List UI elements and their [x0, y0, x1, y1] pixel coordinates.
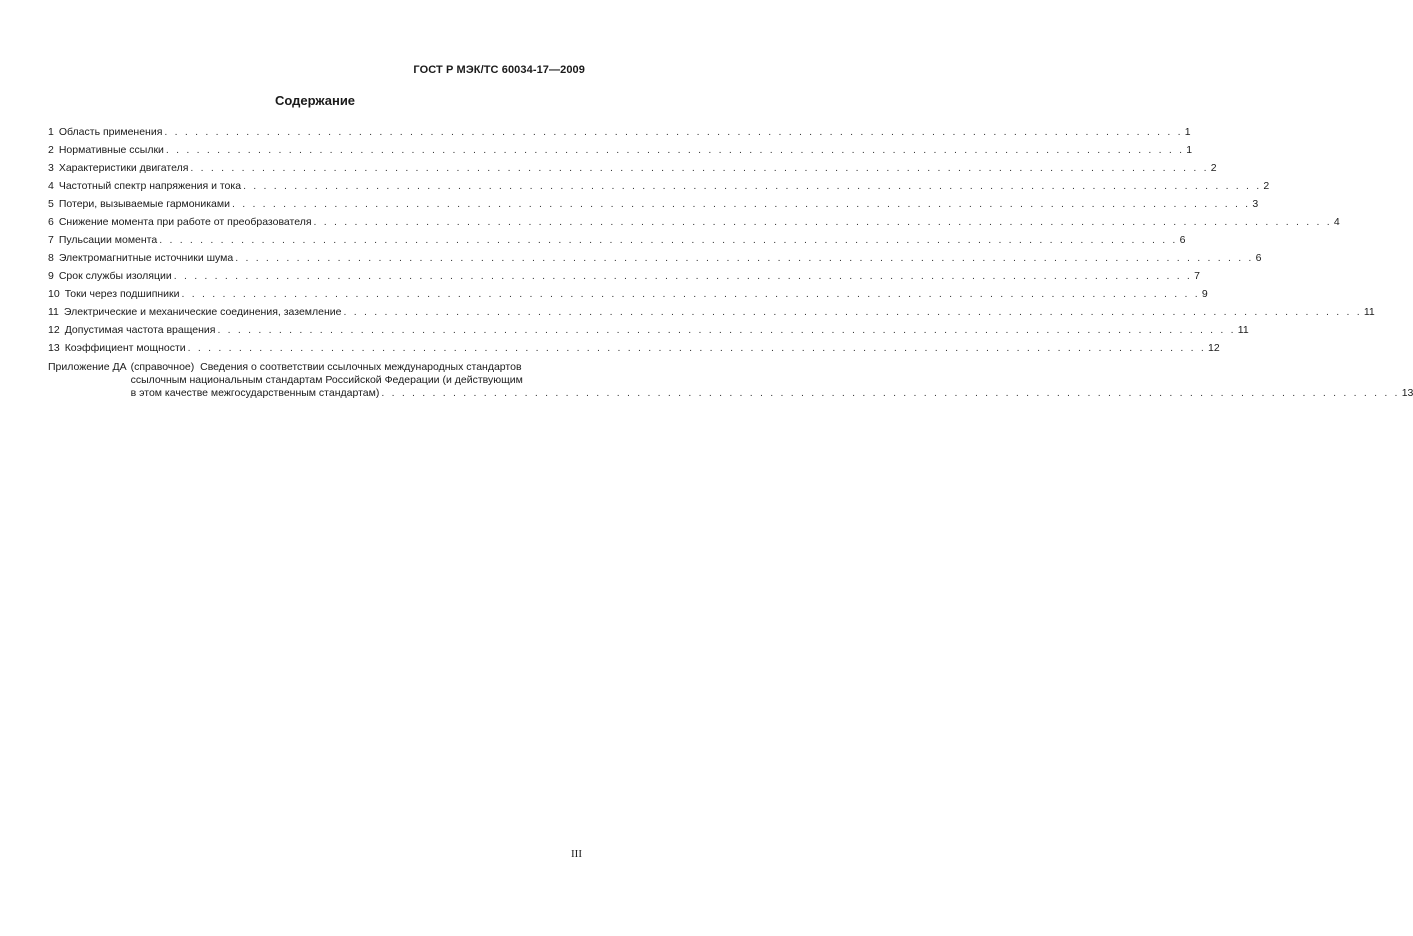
table-of-contents: [48, 126, 1413, 400]
annex-last-line: [131, 387, 1413, 400]
toc-item-page: 11: [1237, 324, 1249, 336]
toc-item-number: 5: [48, 198, 54, 210]
toc-item[interactable]: [48, 162, 1217, 180]
annex-title-line-1: Сведения о соответствии ссылочных международных стандартов: [200, 361, 522, 373]
toc-item-page: 11: [1363, 306, 1375, 318]
dot-leader: [164, 126, 1182, 139]
dot-leader: [344, 306, 1362, 319]
dot-leader: [217, 324, 1235, 337]
toc-item-page: 2: [1210, 162, 1217, 174]
toc-item-title: Частотный спектр напряжения и тока: [58, 180, 242, 192]
toc-item-page: 1: [1184, 126, 1191, 138]
dot-leader: [381, 387, 1399, 400]
dot-leader: [182, 288, 1200, 301]
toc-item-page: 2: [1263, 180, 1270, 192]
annex-body: [131, 361, 1413, 400]
annex-label: Приложение ДА: [48, 361, 127, 373]
toc-item-page: 1: [1186, 144, 1193, 156]
annex-page: 13: [1401, 387, 1413, 399]
toc-item-number: 2: [48, 144, 54, 156]
dot-leader: [243, 180, 1261, 193]
toc-item[interactable]: [48, 198, 1259, 216]
toc-item-number: 12: [48, 324, 60, 336]
toc-item[interactable]: [48, 180, 1270, 198]
page-number: III: [571, 848, 582, 860]
toc-item-number: 4: [48, 180, 54, 192]
toc-item-page: 6: [1255, 252, 1262, 264]
toc-item-number: 6: [48, 216, 54, 228]
document-code: ГОСТ Р МЭК/ТС 60034-17—2009: [413, 64, 585, 76]
dot-leader: [159, 234, 1177, 247]
toc-item[interactable]: [48, 216, 1340, 234]
toc-item-title: Нормативные ссылки: [58, 144, 164, 156]
toc-item-title: Характеристики двигателя: [58, 162, 189, 174]
dot-leader: [314, 216, 1332, 229]
toc-item-page: 6: [1179, 234, 1186, 246]
dot-leader: [166, 144, 1184, 157]
toc-item-title: Область применения: [58, 126, 163, 138]
toc-item-title: Срок службы изоляции: [58, 270, 172, 282]
toc-item-number: 1: [48, 126, 54, 138]
annex-type: (справочное): [130, 361, 195, 373]
toc-item-page: 3: [1252, 198, 1259, 210]
toc-item[interactable]: [48, 288, 1208, 306]
toc-item-title: Допустимая частота вращения: [64, 324, 216, 336]
toc-item-number: 10: [48, 288, 60, 300]
toc-item-number: 7: [48, 234, 54, 246]
annex-title-line-3: в этом качестве межгосударственным стандартам): [130, 387, 380, 399]
dot-leader: [232, 198, 1250, 211]
toc-item-page: 9: [1201, 288, 1208, 300]
toc-heading: Содержание: [274, 93, 356, 108]
toc-item-title: Токи через подшипники: [64, 288, 180, 300]
toc-item-page: 7: [1194, 270, 1200, 282]
dot-leader: [188, 342, 1206, 355]
toc-item-title: Снижение момента при работе от преобразователя: [58, 216, 312, 228]
toc-item[interactable]: [48, 144, 1193, 162]
toc-item[interactable]: [48, 252, 1262, 270]
annex-title-line-2: ссылочным национальным стандартам Российской Федерации (и действующим: [130, 374, 523, 386]
toc-item-title: Электрические и механические соединения, заземление: [63, 306, 342, 318]
dot-leader: [190, 162, 1208, 175]
toc-item-number: 9: [48, 270, 54, 282]
toc-item-page: 12: [1208, 342, 1220, 354]
annex-first-line: [131, 361, 1413, 374]
dot-leader: [174, 270, 1192, 283]
toc-item[interactable]: [48, 234, 1186, 252]
toc-item-page: 4: [1333, 216, 1340, 228]
toc-item[interactable]: [48, 306, 1375, 324]
toc-item[interactable]: [48, 342, 1220, 360]
dot-leader: [235, 252, 1253, 265]
toc-item-number: 3: [48, 162, 54, 174]
toc-item-title: Потери, вызываемые гармониками: [58, 198, 230, 210]
toc-item[interactable]: [48, 270, 1200, 288]
toc-annex-item[interactable]: [48, 361, 1413, 400]
toc-item-number: 11: [48, 306, 59, 318]
toc-item[interactable]: [48, 126, 1191, 144]
toc-item-title: Пульсации момента: [58, 234, 158, 246]
toc-item-title: Коэффициент мощности: [64, 342, 186, 354]
toc-item[interactable]: [48, 324, 1249, 342]
toc-item-number: 8: [48, 252, 54, 264]
toc-item-number: 13: [48, 342, 60, 354]
toc-item-title: Электромагнитные источники шума: [58, 252, 234, 264]
